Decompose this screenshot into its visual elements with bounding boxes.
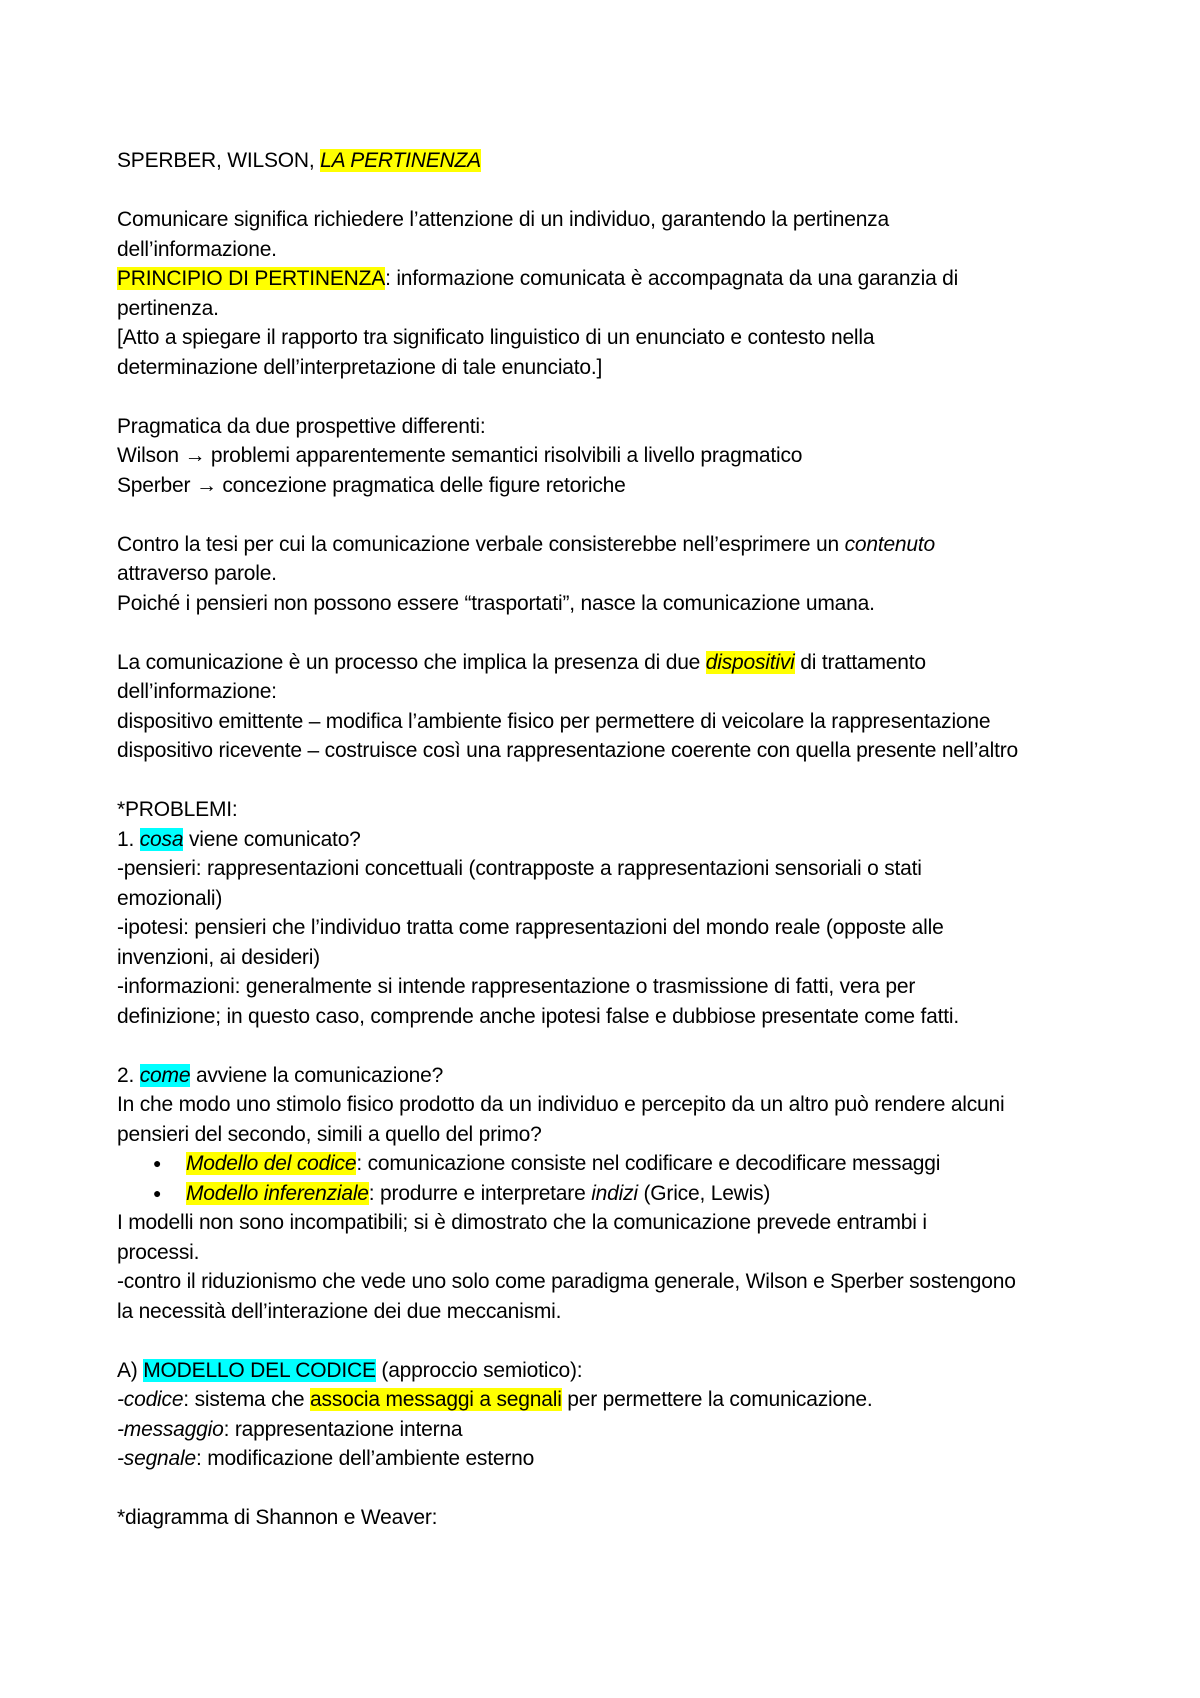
- paragraph-line: dell’informazione.: [117, 237, 277, 261]
- principle-line: PRINCIPIO DI PERTINENZA: informazione comunicata è accompagnata da una garanzia di: [117, 267, 959, 290]
- document-title: SPERBER, WILSON, LA PERTINENZA: [117, 149, 481, 172]
- paragraph-line: La comunicazione è un processo che implica la presenza di due dispositivi di trattamento: [117, 650, 926, 674]
- paragraph-line: la necessità dell’interazione dei due meccanismi.: [117, 1299, 562, 1323]
- question-1: 1. cosa viene comunicato?: [117, 827, 361, 851]
- principle-label: PRINCIPIO DI PERTINENZA: [117, 267, 386, 290]
- bullet-item: ● Modello del codice: comunicazione consiste nel codificare e decodificare messaggi: [117, 1149, 1107, 1179]
- paragraph-line: pensieri del secondo, simili a quello del primo?: [117, 1122, 542, 1146]
- definition-line: -codice: sistema che associa messaggi a segnali per permettere la comunicazione.: [117, 1388, 873, 1411]
- paragraph-line: emozionali): [117, 886, 223, 910]
- paragraph-line: In che modo uno stimolo fisico prodotto da un individuo e percepito da un altro può rendere alcuni: [117, 1093, 1005, 1116]
- paragraph-line: determinazione dell’interpretazione di tale enunciato.]: [117, 355, 603, 379]
- highlight-dispositivi: dispositivi: [705, 650, 795, 674]
- definition-line: -segnale: modificazione dell’ambiente esterno: [117, 1447, 535, 1470]
- paragraph-line: Sperber → concezione pragmatica delle figure retoriche: [117, 473, 626, 497]
- diagram-caption: *diagramma di Shannon e Weaver:: [117, 1506, 438, 1529]
- paragraph-line: dispositivo ricevente – costruisce così una rappresentazione coerente con quella presente nell’altro: [117, 739, 1019, 762]
- paragraph-line: attraverso parole.: [117, 562, 277, 585]
- paragraph-line: invenzioni, ai desideri): [117, 945, 320, 969]
- paragraph-line: -informazioni: generalmente si intende rappresentazione o trasmissione di fatti, vera per: [117, 975, 916, 998]
- paragraph-line: Comunicare significa richiedere l’attenzione di un individuo, garantendo la pertinenza: [117, 208, 889, 231]
- document-page: [117, 146, 1107, 1533]
- definition-line: -messaggio: rappresentazione interna: [117, 1417, 463, 1441]
- paragraph-line: definizione; in questo caso, comprende anche ipotesi false e dubbiose presentate come fatti.: [117, 1004, 959, 1028]
- highlight-cosa: cosa: [139, 827, 184, 851]
- paragraph-line: -pensieri: rappresentazioni concettuali (contrapposte a rappresentazioni sensoriali o stati: [117, 857, 922, 880]
- paragraph-line: Pragmatica da due prospettive differenti:: [117, 414, 486, 438]
- model-heading: A) MODELLO DEL CODICE (approccio semiotico):: [117, 1358, 583, 1382]
- question-2: 2. come avviene la comunicazione?: [117, 1063, 444, 1087]
- paragraph-line: -contro il riduzionismo che vede uno solo come paradigma generale, Wilson e Sperber sostengono: [117, 1270, 1016, 1293]
- bullet-icon: ●: [153, 1184, 162, 1201]
- paragraph-line: -ipotesi: pensieri che l’individuo tratta come rappresentazioni del mondo reale (opposte alle: [117, 916, 944, 939]
- paragraph-line: Contro la tesi per cui la comunicazione verbale consisterebbe nell’esprimere un contenuto: [117, 532, 936, 556]
- title-work: LA PERTINENZA: [320, 149, 481, 172]
- paragraph-line: dispositivo emittente – modifica l’ambiente fisico per permettere di veicolare la rappresentazione: [117, 709, 991, 733]
- paragraph-line: I modelli non sono incompatibili; si è dimostrato che la comunicazione prevede entrambi i: [117, 1211, 927, 1234]
- problems-heading: *PROBLEMI:: [117, 798, 238, 821]
- paragraph-line: Poiché i pensieri non possono essere “trasportati”, nasce la comunicazione umana.: [117, 591, 875, 615]
- paragraph-line: Wilson → problemi apparentemente semantici risolvibili a livello pragmatico: [117, 444, 803, 467]
- paragraph-line: processi.: [117, 1240, 200, 1264]
- bullet-label: Modello del codice: [186, 1152, 357, 1175]
- highlight-come: come: [139, 1063, 191, 1087]
- paragraph-line: [Atto a spiegare il rapporto tra significato linguistico di un enunciato e contesto nella: [117, 326, 875, 349]
- bullet-icon: ●: [153, 1155, 162, 1171]
- highlight-model: MODELLO DEL CODICE: [143, 1358, 376, 1382]
- bullet-item: ● Modello inferenziale: produrre e interpretare indizi (Grice, Lewis): [117, 1179, 1107, 1209]
- paragraph-line: dell’informazione:: [117, 680, 277, 703]
- bullet-label: Modello inferenziale: [186, 1181, 369, 1205]
- paragraph-line: pertinenza.: [117, 296, 219, 320]
- highlight-associa: associa messaggi a segnali: [310, 1388, 562, 1411]
